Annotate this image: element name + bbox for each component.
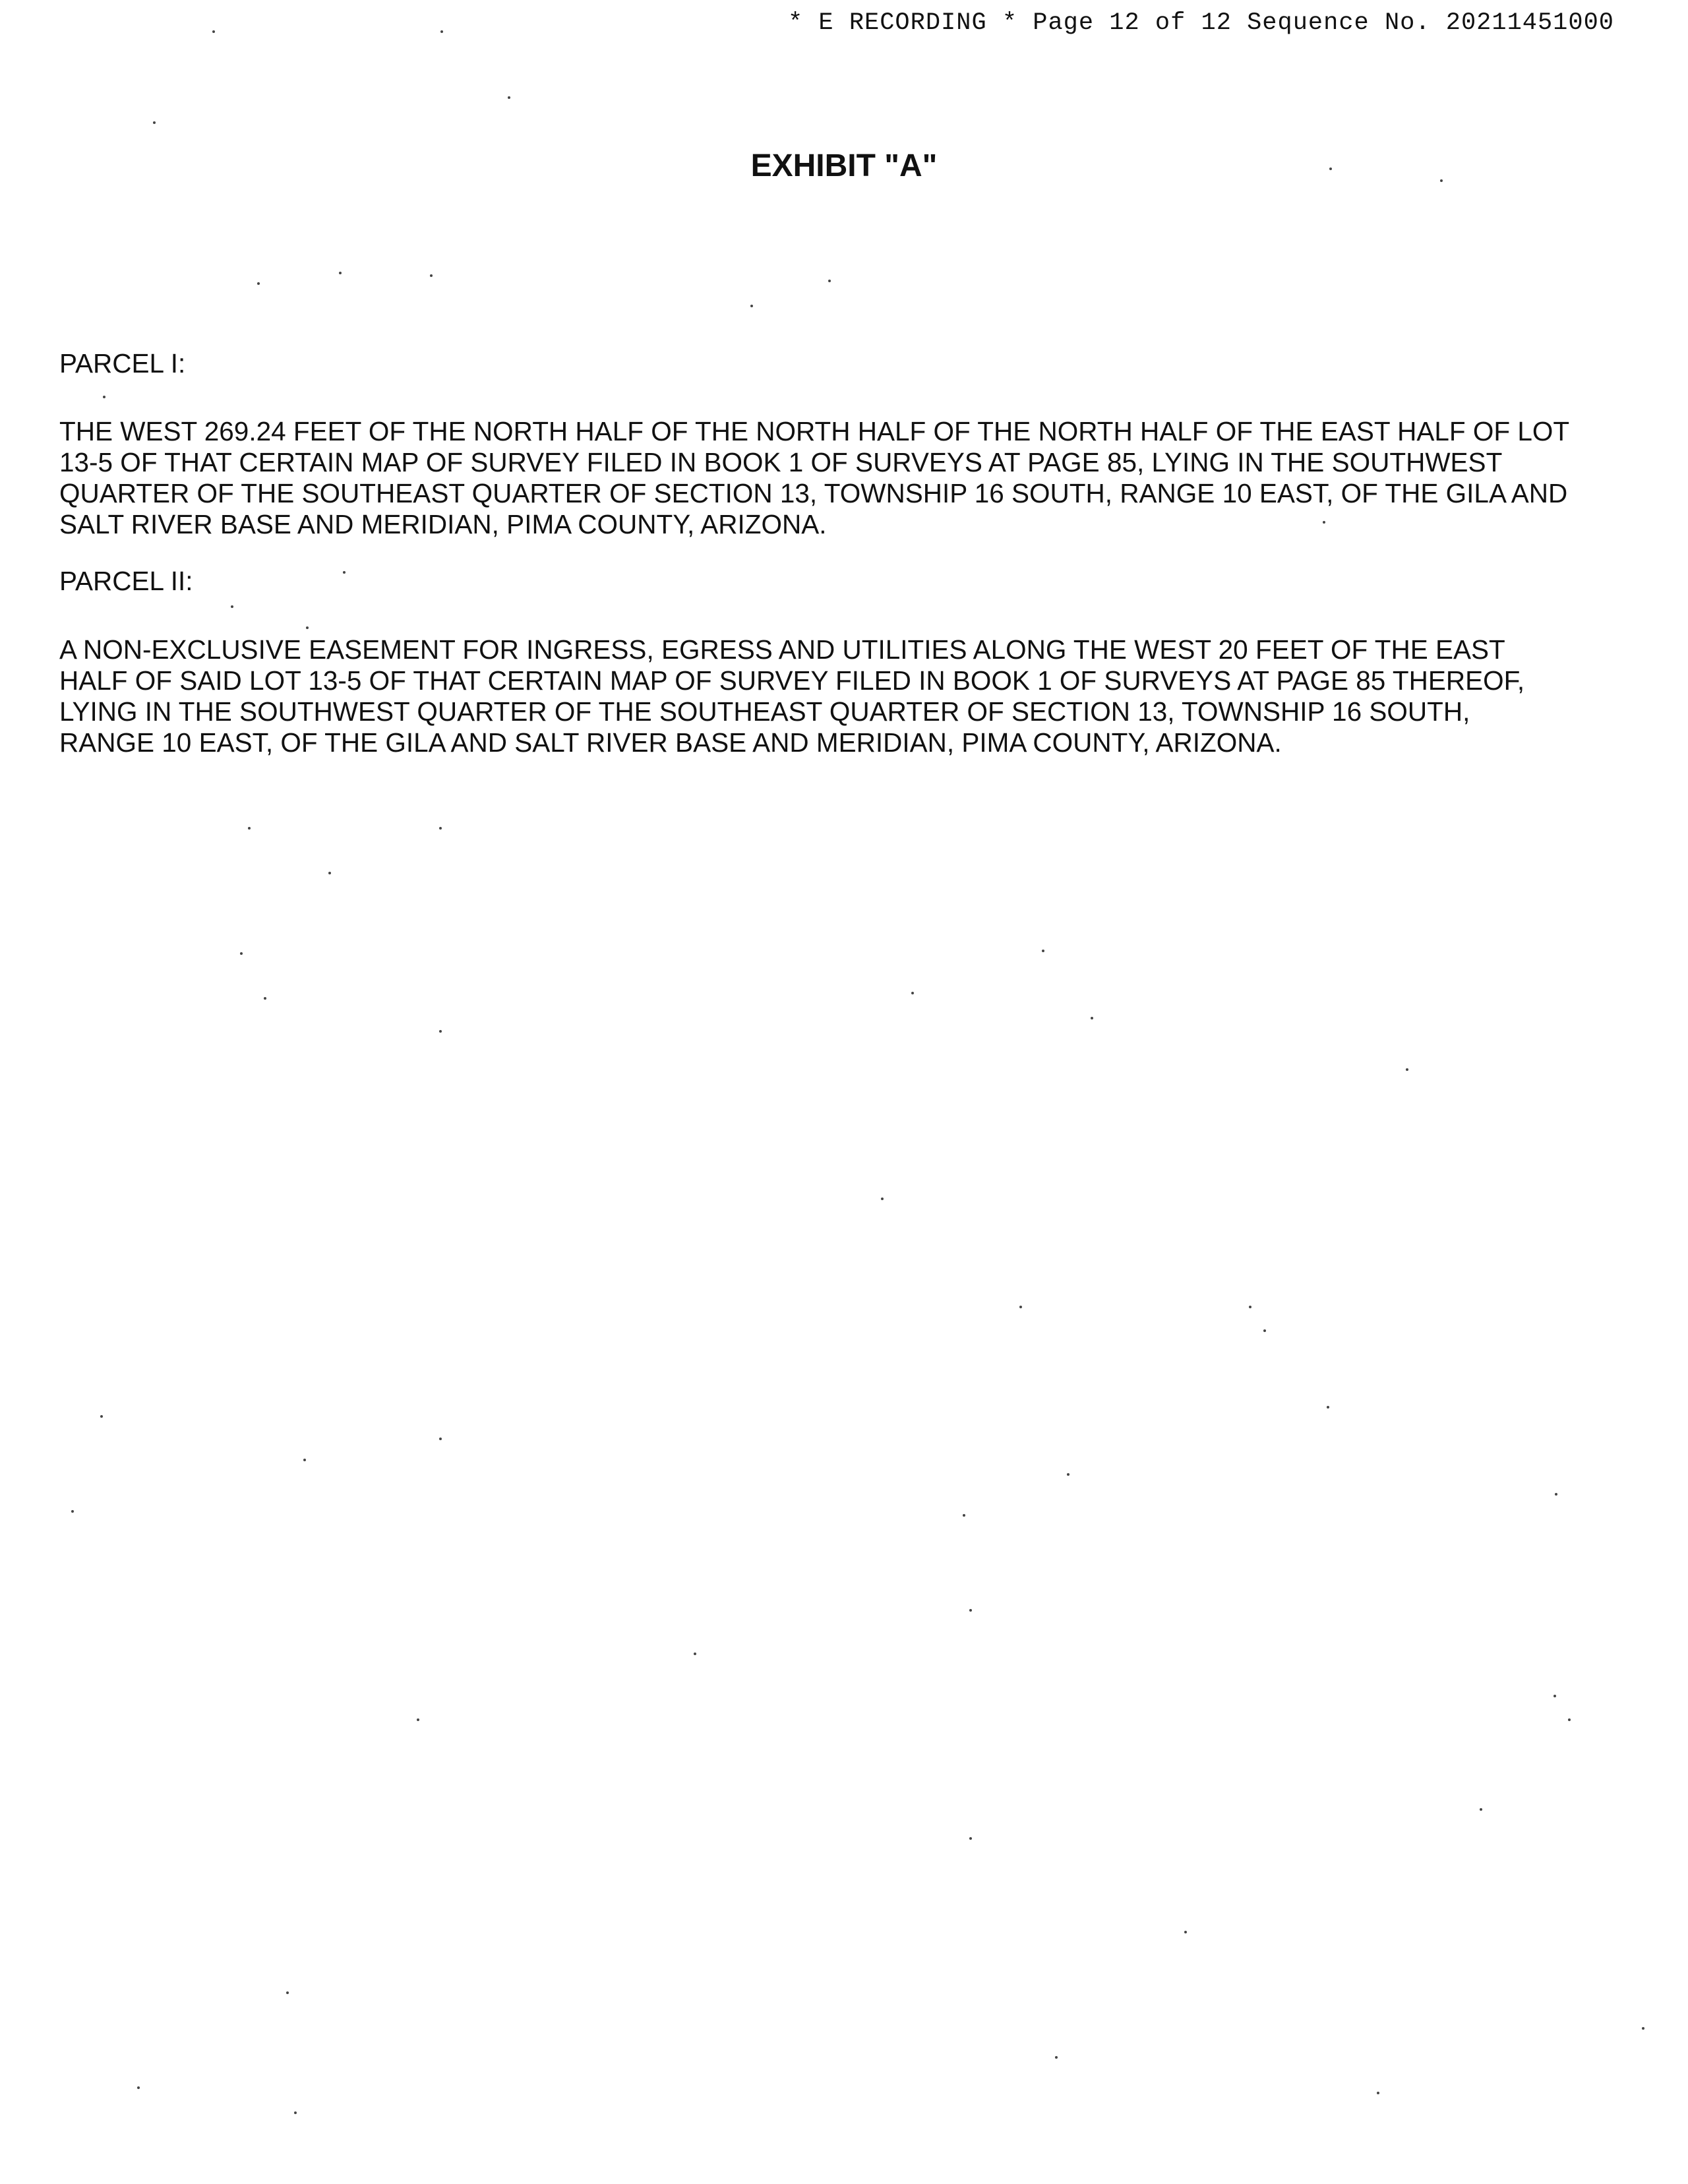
scan-speck [881, 1198, 884, 1200]
parcel-2-line: HALF OF SAID LOT 13-5 OF THAT CERTAIN MAP OF SURVEY FILED IN BOOK 1 OF SURVEYS AT PAGE 85 THEREOF, [59, 665, 1525, 696]
scan-speck [430, 274, 433, 277]
scan-speck [240, 952, 243, 955]
scan-speck [439, 1438, 442, 1440]
parcel-2-line: A NON-EXCLUSIVE EASEMENT FOR INGRESS, EGRESS AND UTILITIES ALONG THE WEST 20 FEET OF THE EAST [59, 634, 1505, 665]
scan-speck [286, 1991, 289, 1994]
scan-speck [911, 992, 914, 994]
scan-speck [294, 2111, 297, 2114]
scan-speck [1055, 2056, 1058, 2059]
scan-speck [1042, 950, 1044, 952]
parcel-2-description [59, 634, 1629, 758]
parcel-1-line: SALT RIVER BASE AND MERIDIAN, PIMA COUNTY, ARIZONA. [59, 509, 827, 539]
parcel-1-line: THE WEST 269.24 FEET OF THE NORTH HALF OF THE NORTH HALF OF THE NORTH HALF OF THE EAST HALF OF LOT [59, 416, 1570, 446]
scan-speck [440, 30, 443, 33]
scan-speck [969, 1837, 972, 1840]
scan-speck [1067, 1473, 1070, 1476]
scan-speck [137, 2086, 140, 2089]
scan-speck [1329, 167, 1332, 170]
parcel-2-line: RANGE 10 EAST, OF THE GILA AND SALT RIVER BASE AND MERIDIAN, PIMA COUNTY, ARIZONA. [59, 727, 1282, 758]
scan-speck [1480, 1808, 1482, 1811]
scan-speck [1555, 1493, 1557, 1496]
scan-speck [1327, 1406, 1329, 1409]
scan-speck [71, 1510, 74, 1513]
scan-speck [103, 396, 106, 398]
scan-speck [1184, 1931, 1187, 1933]
scan-speck [231, 605, 233, 608]
scan-speck [694, 1653, 696, 1655]
parcel-1-line: 13-5 OF THAT CERTAIN MAP OF SURVEY FILED IN BOOK 1 OF SURVEYS AT PAGE 85, LYING IN THE SOUTHWEST [59, 447, 1503, 477]
scan-speck [1263, 1329, 1266, 1332]
scan-speck [1642, 2027, 1644, 2030]
scan-speck [264, 997, 266, 1000]
scan-speck [508, 96, 510, 99]
scan-speck [1091, 1017, 1093, 1019]
recording-header: * E RECORDING * Page 12 of 12 Sequence No. 20211451000 [788, 9, 1614, 37]
scan-speck [303, 1459, 306, 1461]
scan-speck [1019, 1306, 1022, 1308]
scan-speck [1406, 1068, 1408, 1071]
scan-speck [153, 121, 156, 124]
parcel-1-line: QUARTER OF THE SOUTHEAST QUARTER OF SECTION 13, TOWNSHIP 16 SOUTH, RANGE 10 EAST, OF THE GILA AND [59, 478, 1568, 508]
scan-speck [212, 30, 215, 33]
scan-speck [1323, 521, 1325, 524]
scan-speck [343, 571, 346, 574]
scan-speck [248, 827, 251, 830]
scan-speck [257, 282, 260, 285]
scan-speck [1568, 1718, 1571, 1721]
scan-speck [969, 1609, 972, 1612]
parcel-2-heading: PARCEL II: [59, 566, 193, 596]
parcel-1-heading: PARCEL I: [59, 348, 186, 379]
scan-speck [339, 272, 342, 274]
scan-speck [328, 872, 331, 874]
scan-speck [1249, 1306, 1251, 1308]
scan-speck [100, 1415, 103, 1418]
exhibit-title: EXHIBIT "A" [750, 148, 938, 183]
scan-speck [963, 1514, 965, 1517]
scan-speck [439, 827, 442, 830]
scan-speck [417, 1718, 419, 1721]
parcel-1-description [59, 416, 1629, 540]
scan-speck [1440, 179, 1443, 182]
parcel-2-line: LYING IN THE SOUTHWEST QUARTER OF THE SOUTHEAST QUARTER OF SECTION 13, TOWNSHIP 16 SOUTH, [59, 696, 1470, 727]
scan-speck [750, 305, 753, 307]
scan-speck [1553, 1695, 1556, 1697]
scan-speck [1377, 2092, 1379, 2094]
scan-speck [439, 1030, 442, 1033]
scan-speck [306, 626, 309, 629]
scan-speck [828, 280, 831, 282]
